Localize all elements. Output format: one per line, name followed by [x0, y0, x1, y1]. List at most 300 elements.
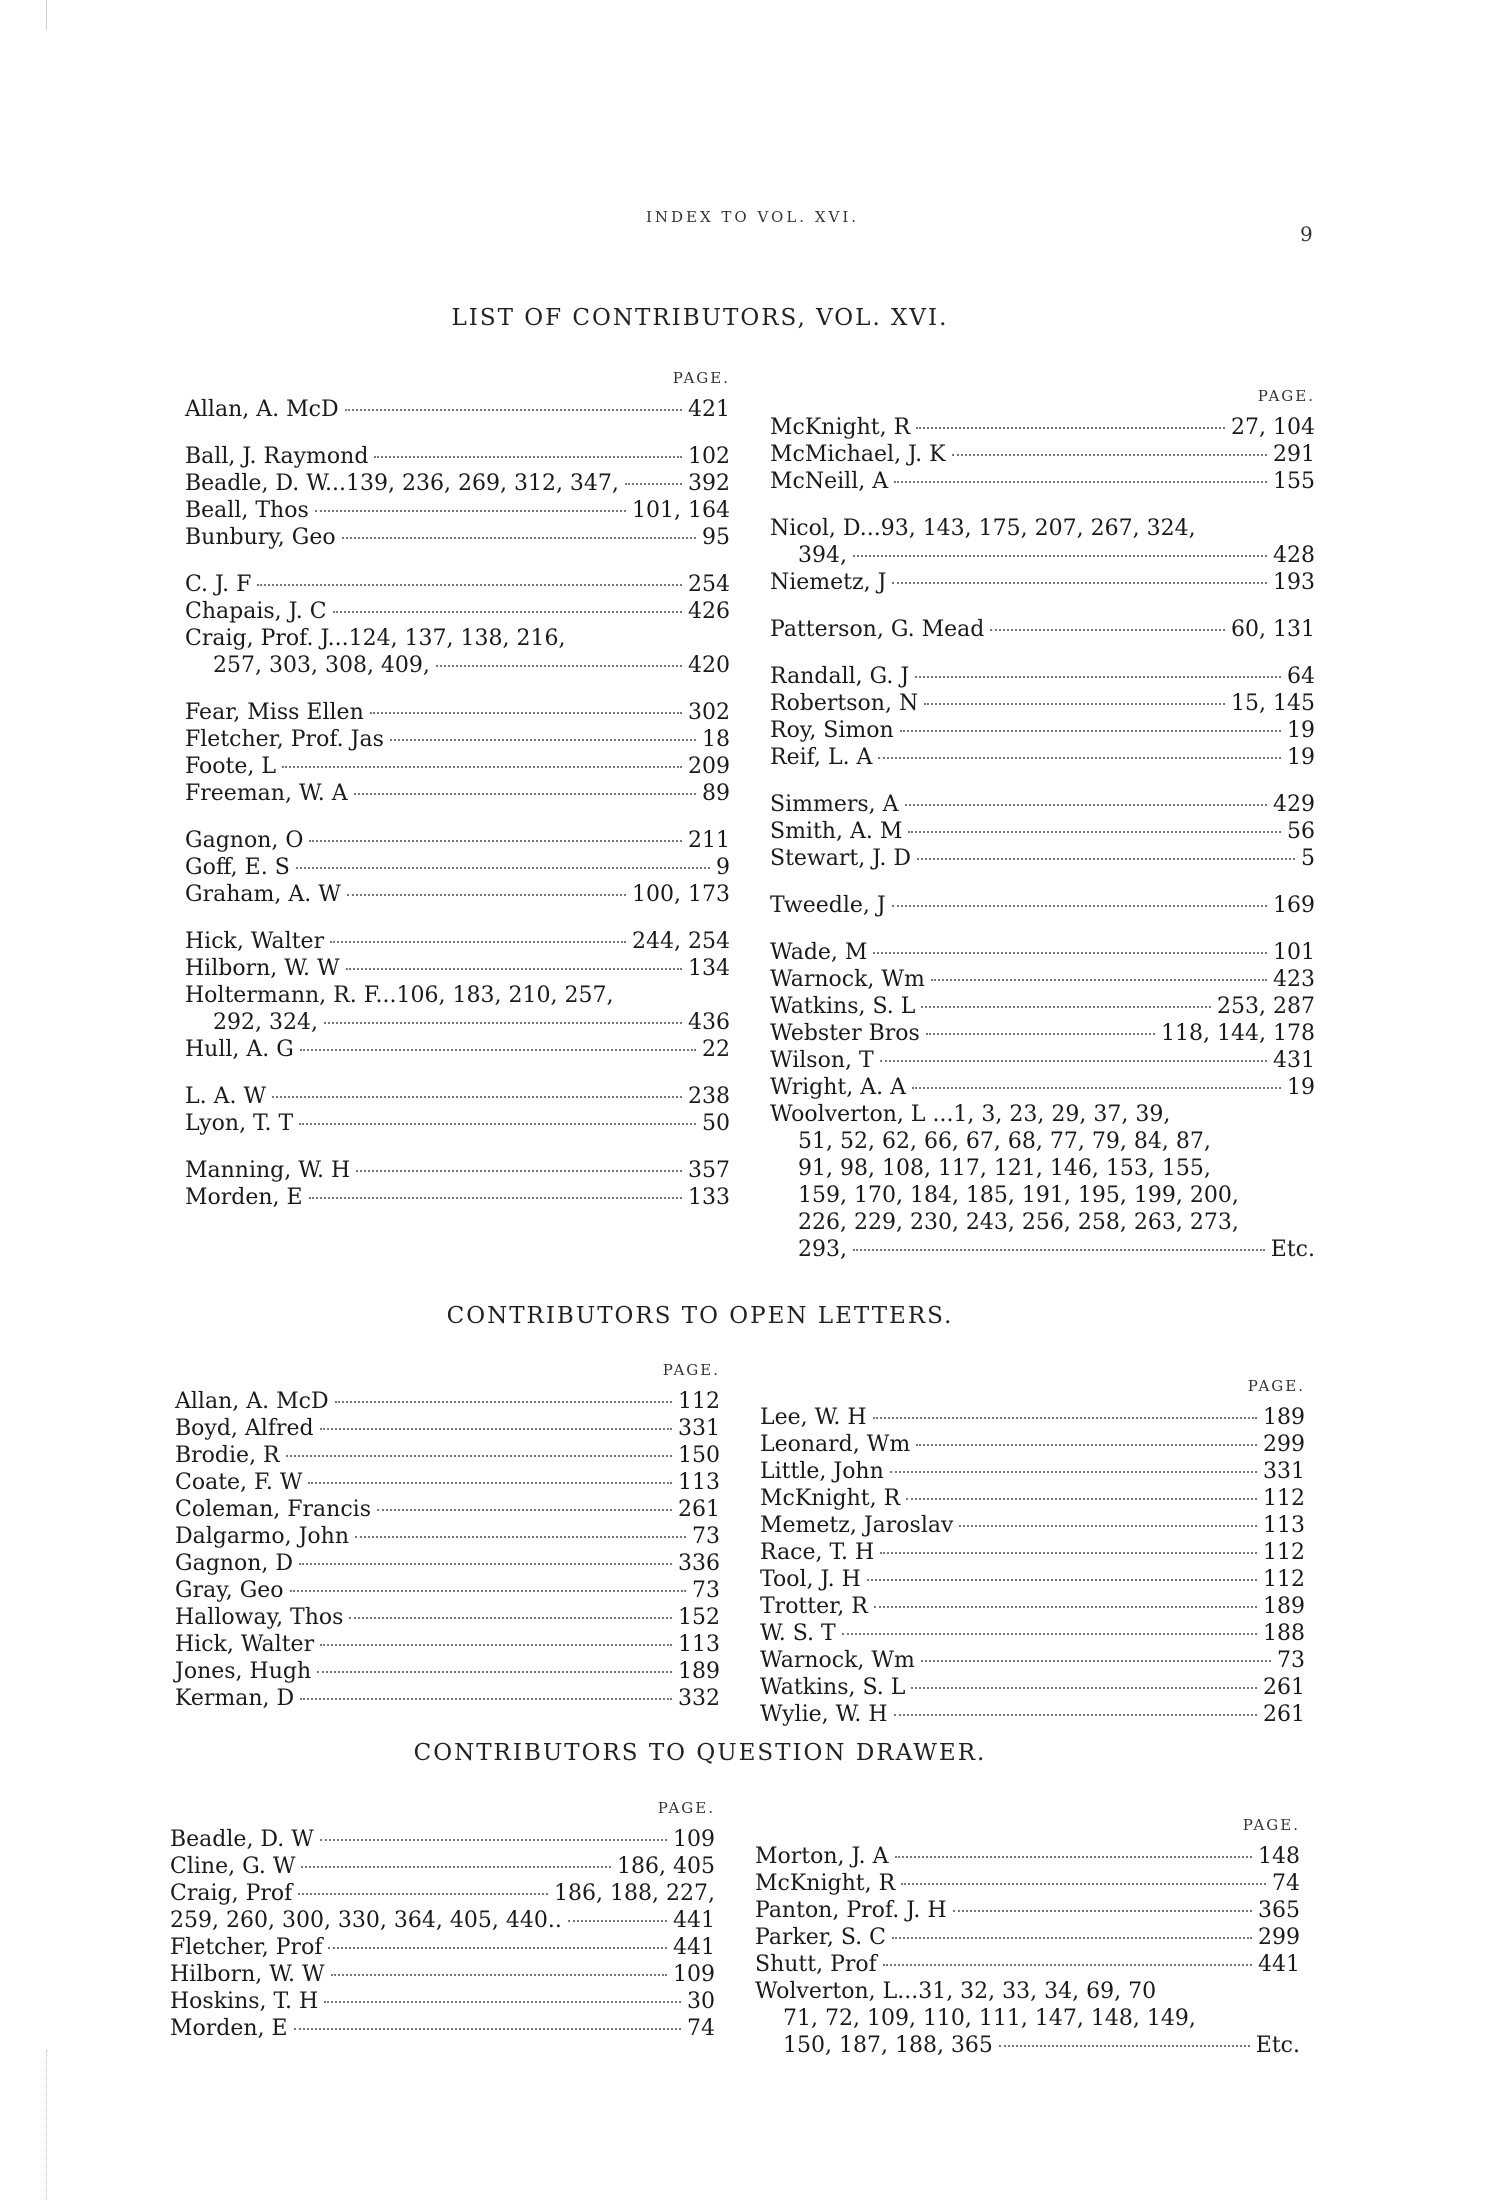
dot-leader	[878, 757, 1281, 759]
entry-name: Coleman, Francis	[175, 1497, 371, 1522]
dot-leader	[880, 1060, 1267, 1062]
dot-leader	[990, 629, 1225, 631]
index-entry	[185, 1036, 730, 1063]
entry-pages: 428	[1273, 543, 1315, 568]
index-entry	[770, 1236, 1315, 1263]
entry-name: Nicol, D...93, 143, 175, 207, 267, 324,	[770, 516, 1196, 541]
index-entry	[760, 1539, 1305, 1566]
entry-pages: 441	[673, 1935, 715, 1960]
entry-name: Brodie, R	[175, 1443, 280, 1468]
entry-name: Wright, A. A	[770, 1075, 907, 1100]
entry-name: 394,	[798, 543, 847, 568]
entry-pages: 22	[702, 1037, 730, 1062]
index-entry	[185, 928, 730, 955]
entry-name: Morton, J. A	[755, 1844, 889, 1869]
entry-pages: 186, 188, 227,	[554, 1881, 715, 1906]
entry-name: Patterson, G. Mead	[770, 617, 985, 642]
index-entry	[175, 1523, 720, 1550]
entry-pages: 429	[1273, 792, 1315, 817]
index-entry	[770, 1047, 1315, 1074]
entry-pages: 431	[1273, 1048, 1315, 1073]
index-entry	[770, 791, 1315, 818]
dot-leader	[921, 1006, 1211, 1008]
dot-leader	[999, 2045, 1250, 2047]
index-group	[170, 1826, 715, 2042]
entry-pages: 74	[1272, 1871, 1300, 1896]
entry-pages: 95	[702, 525, 730, 550]
dot-leader	[299, 1563, 672, 1565]
index-group	[185, 699, 730, 807]
index-entry	[770, 966, 1315, 993]
entry-pages: Etc.	[1270, 1237, 1315, 1262]
dot-leader	[320, 1428, 672, 1430]
entry-name: Tweedle, J	[770, 893, 886, 918]
entry-name: Gagnon, D	[175, 1551, 293, 1576]
page-column-label: PAGE.	[1242, 1816, 1300, 1834]
entry-name: Holtermann, R. F...106, 183, 210, 257,	[185, 983, 614, 1008]
index-entry	[770, 1020, 1315, 1047]
entry-pages: 113	[678, 1470, 720, 1495]
entry-pages: 365	[1258, 1898, 1300, 1923]
index-entry	[170, 1853, 715, 1880]
margin-rule	[46, 0, 47, 30]
index-entry	[760, 1701, 1305, 1728]
entry-name: Shutt, Prof	[755, 1952, 877, 1977]
question-drawer-left-column	[170, 1795, 715, 2062]
dot-leader	[908, 831, 1281, 833]
entry-pages: 134	[688, 956, 730, 981]
dot-leader	[390, 739, 696, 741]
entry-pages: 421	[688, 397, 730, 422]
entry-name: Halloway, Thos	[175, 1605, 344, 1630]
dot-leader	[370, 712, 682, 714]
entry-pages: 109	[673, 1962, 715, 1987]
entry-name: Hick, Walter	[185, 929, 325, 954]
index-group	[770, 939, 1315, 1263]
entry-pages: 100, 173	[632, 882, 730, 907]
dot-leader	[315, 510, 626, 512]
index-entry	[175, 1388, 720, 1415]
entry-name: Watkins, S. L	[760, 1675, 906, 1700]
index-entry	[770, 845, 1315, 872]
contributors-right-column	[770, 383, 1315, 1283]
margin-rule	[46, 2050, 48, 2200]
dot-leader	[342, 537, 696, 539]
index-entry	[755, 2032, 1300, 2059]
dot-leader	[346, 968, 682, 970]
entry-name: Panton, Prof. J. H	[755, 1898, 947, 1923]
index-group	[770, 515, 1315, 596]
index-entry	[755, 1978, 1300, 2005]
entry-pages: 9	[716, 855, 730, 880]
index-entry	[770, 569, 1315, 596]
entry-name: Hull, A. G	[185, 1037, 294, 1062]
index-entry	[185, 699, 730, 726]
entry-pages: 336	[678, 1551, 720, 1576]
dot-leader	[953, 1910, 1252, 1912]
index-group	[755, 1843, 1300, 2059]
index-entry	[185, 652, 730, 679]
entry-name: Freeman, W. A	[185, 781, 348, 806]
index-entry	[185, 598, 730, 625]
dot-leader	[568, 1920, 667, 1922]
index-entry	[755, 2005, 1300, 2032]
index-entry	[770, 818, 1315, 845]
index-entry	[185, 396, 730, 423]
dot-leader	[374, 456, 682, 458]
entry-name: Parker, S. C	[755, 1925, 886, 1950]
index-entry	[175, 1631, 720, 1658]
index-entry	[175, 1550, 720, 1577]
index-group	[185, 1157, 730, 1211]
index-entry	[185, 780, 730, 807]
entry-name: C. J. F	[185, 572, 252, 597]
index-entry	[170, 1907, 715, 1934]
entry-pages: 155	[1273, 469, 1315, 494]
dot-leader	[883, 1964, 1252, 1966]
entry-name: McNeill, A	[770, 469, 889, 494]
entry-name: Morden, E	[170, 2016, 288, 2041]
entry-pages: 102	[688, 444, 730, 469]
dot-leader	[890, 1471, 1257, 1473]
section-title-open-letters: CONTRIBUTORS TO OPEN LETTERS.	[446, 1303, 954, 1329]
entry-name: Hoskins, T. H	[170, 1989, 319, 2014]
index-entry	[185, 524, 730, 551]
index-entry	[175, 1604, 720, 1631]
entry-name: Beadle, D. W	[170, 1827, 314, 1852]
entry-name: Tool, J. H	[760, 1567, 861, 1592]
index-entry	[760, 1674, 1305, 1701]
entry-pages: 261	[678, 1497, 720, 1522]
index-group	[770, 616, 1315, 643]
dot-leader	[917, 858, 1295, 860]
entry-pages: 261	[1263, 1702, 1305, 1727]
entry-pages: 392	[688, 471, 730, 496]
dot-leader	[355, 1536, 686, 1538]
entry-name: Jones, Hugh	[175, 1659, 312, 1684]
entry-pages: 357	[688, 1158, 730, 1183]
entry-pages: 332	[678, 1686, 720, 1711]
entry-name: 71, 72, 109, 110, 111, 147, 148, 149,	[783, 2006, 1196, 2031]
entry-name: Wylie, W. H	[760, 1702, 888, 1727]
dot-leader	[286, 1455, 672, 1457]
dot-leader	[345, 409, 682, 411]
entry-pages: 426	[688, 599, 730, 624]
entry-pages: 331	[1263, 1459, 1305, 1484]
entry-name: Simmers, A	[770, 792, 899, 817]
index-entry	[760, 1593, 1305, 1620]
index-entry	[185, 1110, 730, 1137]
index-entry	[185, 827, 730, 854]
entry-name: Fletcher, Prof. Jas	[185, 727, 384, 752]
page-number: 9	[1300, 222, 1313, 246]
dot-leader	[911, 1687, 1257, 1689]
index-entry	[755, 1843, 1300, 1870]
index-entry	[760, 1620, 1305, 1647]
entry-name: Goff, E. S	[185, 855, 290, 880]
entry-pages: 73	[692, 1524, 720, 1549]
dot-leader	[308, 1482, 672, 1484]
index-entry	[760, 1458, 1305, 1485]
entry-name: 150, 187, 188, 365	[783, 2033, 993, 2058]
entry-pages: 19	[1287, 718, 1315, 743]
entry-name: 51, 52, 62, 66, 67, 68, 77, 79, 84, 87,	[798, 1129, 1211, 1154]
index-entry	[185, 571, 730, 598]
entry-name: Lee, W. H	[760, 1405, 867, 1430]
dot-leader	[905, 804, 1267, 806]
entry-name: Reif, L. A	[770, 745, 873, 770]
entry-pages: 101, 164	[632, 498, 730, 523]
index-entry	[760, 1485, 1305, 1512]
index-entry	[170, 1880, 715, 1907]
index-entry	[185, 1157, 730, 1184]
entry-pages: 211	[688, 828, 730, 853]
index-entry	[185, 470, 730, 497]
dot-leader	[328, 1947, 667, 1949]
index-entry	[185, 1009, 730, 1036]
entry-name: Craig, Prof. J...124, 137, 138, 216,	[185, 626, 566, 651]
dot-leader	[324, 2001, 681, 2003]
entry-name: Lyon, T. T	[185, 1111, 294, 1136]
entry-name: McMichael, J. K	[770, 442, 946, 467]
entry-pages: 19	[1287, 1075, 1315, 1100]
entry-name: Boyd, Alfred	[175, 1416, 314, 1441]
index-group	[185, 1083, 730, 1137]
index-entry	[170, 1826, 715, 1853]
index-entry	[770, 892, 1315, 919]
dot-leader	[853, 1249, 1265, 1251]
entry-pages: 56	[1287, 819, 1315, 844]
dot-leader	[272, 1096, 682, 1098]
entry-name: Fear, Miss Ellen	[185, 700, 364, 725]
index-entry	[760, 1404, 1305, 1431]
entry-name: Allan, A. McD	[185, 397, 339, 422]
dot-leader	[347, 894, 626, 896]
entry-pages: 74	[687, 2016, 715, 2041]
index-entry	[755, 1870, 1300, 1897]
index-group	[770, 892, 1315, 919]
dot-leader	[300, 1698, 672, 1700]
dot-leader	[324, 1022, 682, 1024]
entry-pages: 73	[1277, 1648, 1305, 1673]
entry-pages: Etc.	[1255, 2033, 1300, 2058]
entry-pages: 118, 144, 178	[1161, 1021, 1315, 1046]
entry-name: McKnight, R	[770, 415, 911, 440]
entry-name: Robertson, N	[770, 691, 919, 716]
index-entry	[175, 1469, 720, 1496]
index-entry	[770, 542, 1315, 569]
dot-leader	[931, 979, 1267, 981]
dot-leader	[915, 676, 1281, 678]
entry-name: 293,	[798, 1237, 847, 1262]
entry-name: Watkins, S. L	[770, 994, 916, 1019]
entry-name: Gagnon, O	[185, 828, 304, 853]
entry-name: Coate, F. W	[175, 1470, 303, 1495]
index-entry	[760, 1647, 1305, 1674]
dot-leader	[299, 1123, 696, 1125]
index-entry	[770, 744, 1315, 771]
dot-leader	[625, 483, 682, 485]
entry-name: Allan, A. McD	[175, 1389, 329, 1414]
entry-name: Foote, L	[185, 754, 277, 779]
entry-name: Graham, A. W	[185, 882, 341, 907]
index-entry	[770, 441, 1315, 468]
entry-pages: 30	[687, 1989, 715, 2014]
entry-name: Leonard, Wm	[760, 1432, 911, 1457]
index-entry	[770, 1155, 1315, 1182]
dot-leader	[842, 1633, 1257, 1635]
entry-name: Bunbury, Geo	[185, 525, 336, 550]
index-entry	[185, 497, 730, 524]
page-column-label: PAGE.	[657, 1799, 715, 1817]
entry-pages: 89	[702, 781, 730, 806]
entry-name: McKnight, R	[755, 1871, 896, 1896]
entry-name: Wolverton, L...31, 32, 33, 34, 69, 70	[755, 1979, 1157, 2004]
entry-pages: 18	[702, 727, 730, 752]
dot-leader	[377, 1509, 672, 1511]
index-entry	[170, 1961, 715, 1988]
dot-leader	[952, 454, 1267, 456]
index-entry	[175, 1415, 720, 1442]
dot-leader	[257, 584, 682, 586]
entry-name: Niemetz, J	[770, 570, 887, 595]
dot-leader	[892, 905, 1267, 907]
index-entry	[175, 1496, 720, 1523]
index-entry	[185, 955, 730, 982]
entry-name: 292, 324,	[213, 1010, 318, 1035]
entry-pages: 112	[1263, 1567, 1305, 1592]
entry-name: Wilson, T	[770, 1048, 874, 1073]
entry-name: 226, 229, 230, 243, 256, 258, 263, 273,	[798, 1210, 1239, 1235]
dot-leader	[294, 2028, 681, 2030]
index-entry	[770, 1182, 1315, 1209]
entry-name: Craig, Prof	[170, 1881, 293, 1906]
index-entry	[760, 1512, 1305, 1539]
question-drawer-right-column	[755, 1812, 1300, 2079]
dot-leader	[900, 730, 1281, 732]
entry-pages: 420	[688, 653, 730, 678]
index-entry	[760, 1566, 1305, 1593]
index-entry	[770, 663, 1315, 690]
index-entry	[770, 468, 1315, 495]
index-entry	[175, 1442, 720, 1469]
entry-name: Beall, Thos	[185, 498, 309, 523]
entry-name: Kerman, D	[175, 1686, 295, 1711]
dot-leader	[354, 793, 696, 795]
entry-name: Smith, A. M	[770, 819, 903, 844]
entry-pages: 188	[1263, 1621, 1305, 1646]
entry-name: Race, T. H	[760, 1540, 875, 1565]
entry-pages: 152	[678, 1605, 720, 1630]
index-entry	[770, 515, 1315, 542]
index-entry	[755, 1924, 1300, 1951]
dot-leader	[853, 555, 1267, 557]
entry-pages: 5	[1301, 846, 1315, 871]
index-entry	[770, 939, 1315, 966]
entry-name: Cline, G. W	[170, 1854, 296, 1879]
entry-pages: 238	[688, 1084, 730, 1109]
index-group	[770, 414, 1315, 495]
entry-pages: 113	[678, 1632, 720, 1657]
entry-name: Roy, Simon	[770, 718, 894, 743]
index-entry	[770, 1101, 1315, 1128]
entry-name: Wade, M	[770, 940, 868, 965]
entry-pages: 189	[678, 1659, 720, 1684]
index-entry	[770, 690, 1315, 717]
index-group	[760, 1404, 1305, 1728]
index-entry	[185, 1083, 730, 1110]
dot-leader	[867, 1579, 1257, 1581]
entry-pages: 441	[1258, 1952, 1300, 1977]
index-entry	[170, 2015, 715, 2042]
entry-name: Woolverton, L ...1, 3, 23, 29, 37, 39,	[770, 1102, 1171, 1127]
dot-leader	[320, 1644, 672, 1646]
entry-name: Manning, W. H	[185, 1158, 351, 1183]
entry-name: Warnock, Wm	[760, 1648, 915, 1673]
entry-name: 91, 98, 108, 117, 121, 146, 153, 155,	[798, 1156, 1211, 1181]
page-column-label: PAGE.	[662, 1361, 720, 1379]
dot-leader	[296, 867, 710, 869]
dot-leader	[924, 703, 1225, 705]
entry-pages: 261	[1263, 1675, 1305, 1700]
dot-leader	[300, 1049, 696, 1051]
dot-leader	[895, 1856, 1252, 1858]
entry-pages: 109	[673, 1827, 715, 1852]
entry-pages: 19	[1287, 745, 1315, 770]
dot-leader	[894, 1714, 1257, 1716]
entry-pages: 113	[1263, 1513, 1305, 1538]
dot-leader	[873, 1417, 1257, 1419]
contributors-left-column	[185, 365, 730, 1231]
dot-leader	[901, 1883, 1266, 1885]
index-entry	[755, 1897, 1300, 1924]
entry-pages: 73	[692, 1578, 720, 1603]
dot-leader	[912, 1087, 1281, 1089]
dot-leader	[290, 1590, 686, 1592]
entry-name: Trotter, R	[760, 1594, 868, 1619]
dot-leader	[309, 1197, 682, 1199]
index-entry	[760, 1431, 1305, 1458]
dot-leader	[298, 1893, 548, 1895]
index-group	[770, 663, 1315, 771]
dot-leader	[317, 1671, 672, 1673]
entry-pages: 150	[678, 1443, 720, 1468]
index-entry	[185, 854, 730, 881]
index-group	[185, 928, 730, 1063]
entry-name: Stewart, J. D	[770, 846, 911, 871]
entry-name: Ball, J. Raymond	[185, 444, 369, 469]
open-letters-left-column	[175, 1357, 720, 1732]
index-entry	[755, 1951, 1300, 1978]
entry-name: Gray, Geo	[175, 1578, 284, 1603]
entry-name: 259, 260, 300, 330, 364, 405, 440..	[170, 1908, 562, 1933]
dot-leader	[436, 665, 682, 667]
index-entry	[770, 616, 1315, 643]
index-group	[770, 791, 1315, 872]
entry-name: Beadle, D. W...139, 236, 269, 312, 347,	[185, 471, 619, 496]
entry-name: Chapais, J. C	[185, 599, 327, 624]
dot-leader	[333, 611, 682, 613]
dot-leader	[892, 1937, 1252, 1939]
section-title-contributors: LIST OF CONTRIBUTORS, VOL. XVI.	[451, 305, 949, 331]
index-group	[185, 571, 730, 679]
dot-leader	[349, 1617, 672, 1619]
entry-pages: 169	[1273, 893, 1315, 918]
entry-name: Webster Bros	[770, 1021, 920, 1046]
index-entry	[185, 625, 730, 652]
index-group	[185, 827, 730, 908]
dot-leader	[356, 1170, 682, 1172]
